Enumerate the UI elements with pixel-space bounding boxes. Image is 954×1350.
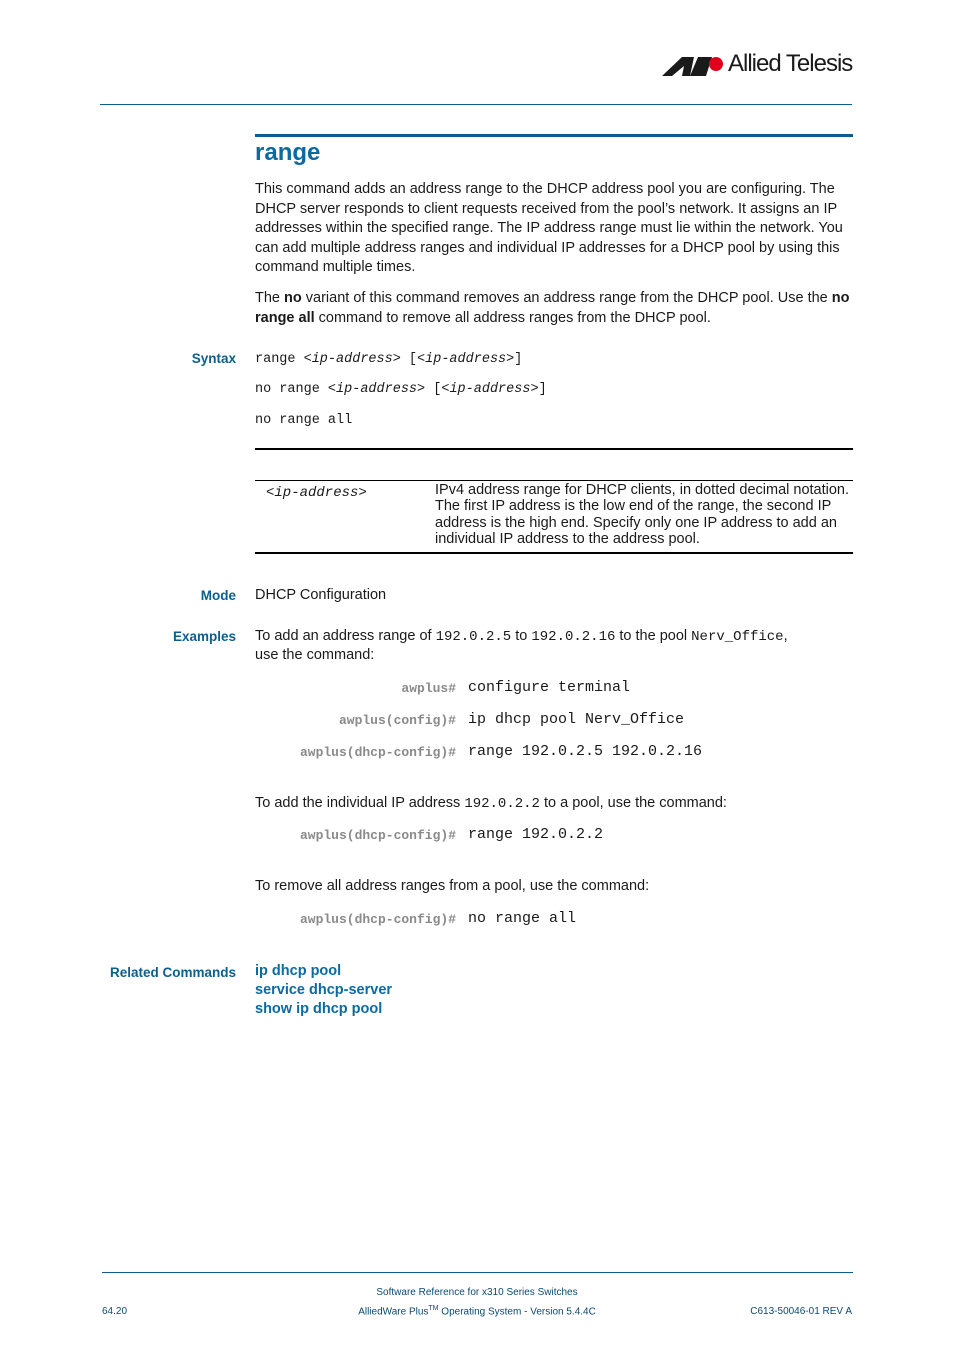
examples-label: Examples — [172, 629, 236, 644]
syntax-bracket: [ — [425, 382, 442, 397]
example-text: to — [511, 628, 532, 644]
no-variant-text: The — [255, 290, 285, 306]
syntax-bracket: ] — [538, 382, 547, 397]
parameter-description: IPv4 address range for DHCP clients, in dotted decimal notation. The first IP address is the low end of the range, the second IP address is the high end. Specify only one IP address to add an individual IP address to the address pool. — [435, 482, 850, 547]
trademark-mark: TM — [428, 1305, 439, 1312]
example-text: , — [783, 628, 788, 644]
cli-prompt: awplus# — [401, 681, 456, 696]
cli-command: no range all — [468, 910, 577, 927]
syntax-command: range — [255, 352, 304, 367]
cli-prompt: awplus(dhcp-config)# — [299, 828, 456, 843]
example-text: to a pool, use the command: — [539, 795, 727, 811]
no-variant-text: variant of this command removes an address range from the DHCP pool. Use the — [301, 290, 832, 306]
related-link-ip-dhcp-pool[interactable]: ip dhcp pool — [255, 963, 342, 979]
syntax-bracket: [ — [400, 352, 418, 367]
syntax-argument: <ip-address> — [327, 382, 426, 397]
page-number: 64.20 — [102, 1306, 128, 1317]
no-variant-text: command to remove all address ranges from the DHCP pool. — [314, 309, 711, 326]
related-link-service-dhcp-server[interactable]: service dhcp-server — [255, 982, 393, 998]
related-commands-label: Related Commands — [109, 965, 236, 980]
inline-code: 192.0.2.16 — [531, 629, 616, 645]
syntax-argument: <ip-address> — [417, 352, 515, 367]
cli-prompt: awplus(dhcp-config)# — [299, 912, 456, 927]
inline-code: 192.0.2.2 — [464, 796, 540, 812]
logo-wordmark: Allied Telesis — [728, 50, 853, 77]
syntax-bracket: ] — [514, 352, 523, 367]
inline-code: 192.0.2.5 — [435, 629, 512, 645]
syntax-command: no range — [255, 382, 328, 397]
cli-command: range 192.0.2.5 192.0.2.16 — [468, 743, 703, 760]
no-variant-paragraph — [255, 289, 855, 328]
syntax-line-2 — [255, 382, 547, 397]
footer-product: AlliedWare Plus — [358, 1306, 429, 1318]
header-rule — [100, 104, 852, 105]
table-bottom-rule — [255, 552, 853, 554]
cli-command: configure terminal — [468, 679, 631, 696]
parameter-name: <ip-address> — [266, 485, 367, 501]
intro-paragraph: This command adds an address range to the DHCP address pool you are configuring. The DHCP server responds to client requests received from the pool’s network. It assigns an IP addresses within the specified range. The IP address range must lie within the network. You can add multiple address ranges and individual IP addresses for a DHCP pool by using this command multiple times. — [255, 181, 843, 275]
example-2-text — [255, 794, 855, 815]
example-1-text-cont: use the command: — [255, 647, 375, 663]
no-range-all-keyword: no range all — [255, 290, 850, 326]
mode-value: DHCP Configuration — [255, 587, 387, 603]
cli-command: range 192.0.2.2 — [468, 826, 604, 843]
table-header-rule — [255, 480, 853, 481]
no-keyword: no — [284, 290, 302, 306]
example-3-text: To remove all address ranges from a pool, use the command: — [255, 878, 650, 894]
allied-telesis-logo-icon — [660, 54, 726, 80]
cli-prompt: awplus(dhcp-config)# — [299, 745, 456, 760]
footer-title: Software Reference for x310 Series Switches — [376, 1287, 578, 1298]
mode-label: Mode — [200, 588, 236, 603]
example-text: To add the individual IP address — [255, 795, 465, 811]
document-id: C613-50046-01 REV A — [750, 1306, 852, 1317]
example-text: To add an address range of — [255, 628, 436, 644]
title-rule — [255, 134, 853, 137]
example-text: to the pool — [615, 628, 692, 644]
example-1-text — [255, 627, 855, 648]
cli-command: ip dhcp pool Nerv_Office — [468, 711, 685, 728]
footer-os-version: Operating System - Version 5.4.4C — [438, 1306, 596, 1318]
inline-code: Nerv_Office — [691, 629, 784, 645]
related-link-show-ip-dhcp-pool[interactable]: show ip dhcp pool — [255, 1001, 383, 1017]
syntax-line-1 — [255, 352, 522, 367]
syntax-argument: <ip-address> — [441, 382, 539, 397]
company-logo — [660, 50, 855, 80]
page-title: range — [255, 139, 321, 166]
table-top-rule — [255, 448, 853, 450]
syntax-argument: <ip-address> — [303, 352, 401, 367]
footer-rule — [102, 1272, 853, 1273]
syntax-label: Syntax — [191, 351, 236, 366]
cli-prompt: awplus(config)# — [338, 713, 456, 728]
syntax-line-3: no range all — [255, 413, 353, 428]
